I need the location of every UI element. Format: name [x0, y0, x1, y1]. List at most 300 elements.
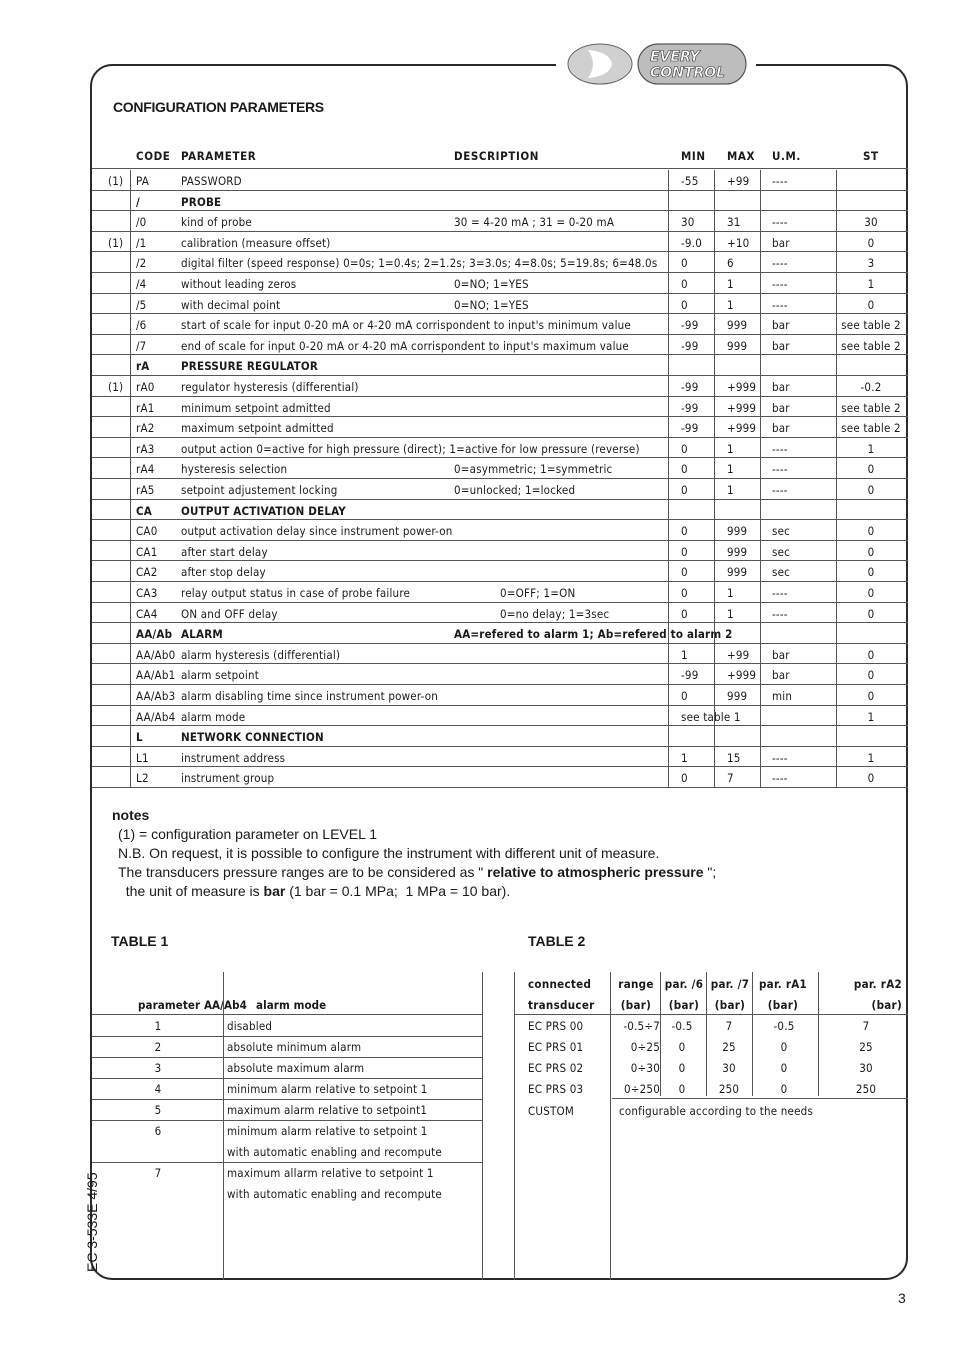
param-code: CA — [136, 503, 152, 518]
header-max: MAX — [727, 149, 756, 163]
row-rule — [92, 725, 908, 726]
transducer-value: EC PRS 03 — [528, 1082, 584, 1096]
table2-header: par. rA1 — [758, 977, 808, 991]
note-marker: (1) — [108, 235, 124, 250]
max-value: 15 — [727, 750, 741, 765]
unit-value: bar — [772, 400, 790, 415]
min-value: -99 — [681, 421, 699, 436]
transducer-value: 25 — [859, 1040, 873, 1054]
min-value: -99 — [681, 318, 699, 333]
table1-column-rule — [223, 972, 224, 1280]
max-value: 1 — [727, 297, 734, 312]
column-rule — [760, 170, 761, 788]
alarm-mode-number: 7 — [154, 1166, 162, 1180]
param-name: ALARM — [181, 627, 223, 642]
column-rule — [714, 170, 715, 788]
table2-column-rule — [514, 972, 515, 1280]
max-value: 7 — [727, 771, 734, 786]
min-value: 0 — [681, 606, 688, 621]
unit-value: ---- — [772, 606, 788, 621]
unit-value: ---- — [772, 256, 788, 271]
header-st: ST — [863, 149, 879, 163]
logo-line2: CONTROL — [650, 65, 726, 81]
standard-value: 3 — [867, 256, 875, 271]
row-rule — [92, 437, 908, 438]
param-name: minimum setpoint admitted — [181, 400, 331, 415]
standard-value: 0 — [867, 483, 875, 497]
param-name: instrument address — [181, 750, 286, 765]
standard-value: 0 — [867, 606, 875, 621]
param-name: without leading zeros — [181, 277, 297, 291]
standard-value: 0 — [867, 544, 875, 559]
table2-column-rule — [706, 972, 707, 1096]
table1-column-rule — [482, 972, 483, 1280]
max-value: 1 — [727, 586, 734, 600]
standard-value: 1 — [867, 277, 875, 291]
alarm-mode-description: absolute maximum alarm — [227, 1061, 365, 1075]
table1-header-mode: alarm mode — [256, 998, 327, 1012]
param-code: CA2 — [136, 565, 158, 580]
logo-line1: EVERY — [650, 49, 700, 65]
param-name: alarm mode — [181, 709, 246, 724]
unit-value: ---- — [772, 215, 788, 230]
unit-value: bar — [772, 338, 790, 353]
param-description: 0=OFF; 1=ON — [500, 586, 576, 600]
note-line-2: N.B. On request, it is possible to configure the instrument with different unit of measure. — [118, 845, 660, 861]
note-line-3 — [112, 863, 716, 882]
row-rule — [92, 416, 908, 417]
row-rule — [92, 375, 908, 376]
min-value: 0 — [681, 524, 688, 539]
note-emphasis-relative: relative to atmospheric pressure — [487, 864, 704, 880]
row-rule — [92, 293, 908, 294]
min-value: 0 — [681, 565, 688, 580]
row-rule — [92, 457, 908, 458]
param-name: output action 0=active for high pressure (direct); 1=active for low pressure (reverse) — [181, 441, 640, 456]
row-rule — [92, 622, 908, 623]
standard-value: 0 — [867, 668, 875, 683]
min-value: 0 — [681, 441, 688, 456]
transducer-value: 0÷250 — [624, 1082, 660, 1096]
table2-header-unit: (bar) — [668, 998, 700, 1012]
row-rule — [92, 251, 908, 252]
header-parameter: PARAMETER — [181, 149, 257, 163]
alarm-mode-description: minimum alarm relative to setpoint 1 — [227, 1124, 428, 1138]
max-value: +99 — [727, 174, 750, 188]
param-name: ON and OFF delay — [181, 606, 278, 621]
max-value: 1 — [727, 606, 734, 621]
param-description: AA=refered to alarm 1; Ab=refered to alarm 2 — [454, 627, 733, 642]
transducer-value: 0 — [678, 1082, 686, 1096]
unit-value: sec — [772, 544, 791, 559]
param-name: PRESSURE REGULATOR — [181, 359, 319, 374]
table2-header: connected — [528, 977, 592, 991]
max-value: +999 — [727, 421, 757, 436]
table2-column-rule — [610, 972, 611, 1280]
param-name: PROBE — [181, 194, 222, 209]
standard-value: -0.2 — [860, 380, 882, 394]
row-rule — [92, 313, 908, 314]
unit-value: bar — [772, 380, 790, 394]
alarm-mode-description: with automatic enabling and recompute — [227, 1145, 443, 1159]
param-code: rA — [136, 359, 150, 374]
max-value: 1 — [727, 441, 734, 456]
row-rule — [92, 272, 908, 273]
row-rule — [92, 560, 908, 561]
param-code: /4 — [136, 277, 147, 291]
param-code: CA0 — [136, 524, 158, 539]
standard-value: 0 — [867, 297, 875, 312]
standard-value: 1 — [867, 709, 875, 724]
table2-rule — [514, 1014, 908, 1015]
transducer-value: 0 — [678, 1061, 686, 1075]
max-value: +10 — [727, 235, 750, 250]
param-code: L2 — [136, 771, 149, 786]
min-value: 30 — [681, 215, 695, 230]
param-description: 30 = 4-20 mA ; 31 = 0-20 mA — [454, 215, 615, 230]
table2-header-unit: (bar) — [714, 998, 746, 1012]
transducer-value: -0.5 — [671, 1019, 693, 1033]
param-code: AA/Ab4 — [136, 709, 176, 724]
max-value: +999 — [727, 668, 757, 683]
standard-value: 0 — [867, 771, 875, 786]
column-rule — [836, 170, 837, 788]
transducer-value: 250 — [718, 1082, 740, 1096]
min-value: -9.0 — [681, 235, 702, 250]
unit-value: ---- — [772, 771, 788, 786]
unit-value: bar — [772, 647, 790, 662]
param-name: setpoint adjustement locking — [181, 483, 338, 497]
standard-value: 30 — [864, 215, 878, 230]
table1-rule — [92, 1099, 482, 1100]
min-value: 0 — [681, 297, 688, 312]
table1-rule — [92, 1014, 482, 1015]
param-name: output activation delay since instrument power-on — [181, 524, 453, 539]
table2-header: range — [618, 977, 654, 991]
row-rule — [92, 787, 908, 788]
note-marker: (1) — [108, 380, 124, 394]
table2-column-rule — [818, 972, 819, 1096]
param-code: L — [136, 730, 143, 745]
unit-value: ---- — [772, 586, 788, 600]
row-rule — [92, 746, 908, 747]
row-rule — [92, 478, 908, 479]
row-rule — [92, 519, 908, 520]
min-value: 0 — [681, 277, 688, 291]
standard-value: 0 — [867, 524, 875, 539]
min-value: 0 — [681, 462, 688, 477]
header-um: U.M. — [772, 149, 801, 163]
transducer-value: 0 — [780, 1040, 788, 1054]
max-value: 1 — [727, 462, 734, 477]
transducer-value: EC PRS 01 — [528, 1040, 584, 1054]
min-value: 0 — [681, 586, 688, 600]
standard-value: see table 2 — [841, 421, 901, 436]
transducer-value: 0 — [780, 1082, 788, 1096]
standard-value: 0 — [867, 462, 875, 477]
transducer-value: EC PRS 00 — [528, 1019, 584, 1033]
row-rule — [92, 499, 908, 500]
min-value: -99 — [681, 380, 699, 394]
row-rule — [92, 663, 908, 664]
standard-value: 1 — [867, 750, 875, 765]
param-code: AA/Ab0 — [136, 647, 176, 662]
param-code: rA2 — [136, 421, 155, 436]
min-value: 1 — [681, 750, 688, 765]
param-code: AA/Ab — [136, 627, 173, 642]
every-control-logo — [566, 40, 748, 88]
param-name: instrument group — [181, 771, 275, 786]
unit-value: ---- — [772, 441, 788, 456]
unit-value: bar — [772, 235, 790, 250]
min-value: 0 — [681, 256, 688, 271]
alarm-mode-number: 6 — [154, 1124, 162, 1138]
min-value: 0 — [681, 483, 688, 497]
row-rule — [92, 581, 908, 582]
max-value: 6 — [727, 256, 734, 271]
param-name: PASSWORD — [181, 174, 242, 188]
standard-value: 0 — [867, 689, 875, 703]
standard-value: see table 2 — [841, 338, 901, 353]
standard-value: 0 — [867, 565, 875, 580]
alarm-mode-description: absolute minimum alarm — [227, 1040, 362, 1054]
min-value: 0 — [681, 689, 688, 703]
transducer-value: -0.5 — [773, 1019, 795, 1033]
table2-column-rule — [660, 972, 661, 1096]
param-code: rA5 — [136, 483, 155, 497]
max-value: 999 — [727, 338, 748, 353]
unit-value: bar — [772, 421, 790, 436]
transducer-value: 0 — [678, 1040, 686, 1054]
row-rule — [92, 190, 908, 191]
param-name: calibration (measure offset) — [181, 235, 331, 250]
min-value: 0 — [681, 544, 688, 559]
param-name: alarm setpoint — [181, 668, 259, 683]
unit-value: ---- — [772, 750, 788, 765]
row-rule — [92, 334, 908, 335]
min-value: see table 1 — [681, 709, 741, 724]
table1-rule — [92, 1036, 482, 1037]
notes-block — [112, 806, 716, 901]
param-code: AA/Ab1 — [136, 668, 176, 683]
table2-header-unit: (bar) — [767, 998, 799, 1012]
param-code: /6 — [136, 318, 147, 333]
alarm-mode-description: with automatic enabling and recompute — [227, 1187, 443, 1201]
param-name: alarm disabling time since instrument power-on — [181, 689, 439, 703]
max-value: 999 — [727, 318, 748, 333]
unit-value: ---- — [772, 483, 788, 497]
max-value: 999 — [727, 544, 748, 559]
param-name: OUTPUT ACTIVATION DELAY — [181, 503, 346, 518]
min-value: -99 — [681, 338, 699, 353]
param-name: digital filter (speed response) 0=0s; 1=0.4s; 2=1.2s; 3=3.0s; 4=8.0s; 5=19.8s; 6=48.0s — [181, 256, 658, 271]
transducer-value: 250 — [855, 1082, 877, 1096]
param-code: PA — [136, 174, 149, 188]
transducer-value: 25 — [722, 1040, 736, 1054]
row-rule — [92, 210, 908, 211]
table1-header-param: parameter AA/Ab4 — [138, 998, 247, 1012]
unit-value: ---- — [772, 174, 788, 188]
transducer-value: 7 — [862, 1019, 870, 1033]
row-rule — [92, 684, 908, 685]
table-rule — [92, 168, 908, 169]
note-line-4-c: (1 bar = 0.1 MPa; 1 MPa = 10 bar). — [285, 883, 511, 899]
note-line-3-a: The transducers pressure ranges are to be considered as " — [118, 864, 488, 880]
param-description: 0=no delay; 1=3sec — [500, 606, 610, 621]
custom-description: configurable according to the needs — [619, 1104, 814, 1118]
row-rule — [92, 705, 908, 706]
unit-value: ---- — [772, 297, 788, 312]
param-code: CA3 — [136, 586, 158, 600]
param-code: /2 — [136, 256, 147, 271]
row-rule — [92, 231, 908, 232]
transducer-value: -0.5÷7 — [623, 1019, 660, 1033]
table1-title: TABLE 1 — [111, 933, 169, 949]
unit-value: ---- — [772, 277, 788, 291]
standard-value: 0 — [867, 647, 875, 662]
table2-header-unit: transducer — [528, 998, 595, 1012]
unit-value: bar — [772, 318, 790, 333]
row-rule — [92, 396, 908, 397]
transducer-value: 0 — [780, 1061, 788, 1075]
row-rule — [92, 540, 908, 541]
header-description: DESCRIPTION — [454, 149, 540, 163]
param-description: 0=NO; 1=YES — [454, 297, 529, 312]
table1-rule — [92, 1078, 482, 1079]
note-line-1: (1) = configuration parameter on LEVEL 1 — [118, 826, 378, 842]
table1-rule — [92, 1120, 482, 1121]
standard-value: 0 — [867, 235, 875, 250]
standard-value: 1 — [867, 441, 875, 456]
table2-rule — [612, 1098, 908, 1099]
table2-header: par. /7 — [710, 977, 750, 991]
param-name: start of scale for input 0-20 mA or 4-20 mA corrispondent to input's minimum value — [181, 318, 631, 333]
max-value: 31 — [727, 215, 741, 230]
param-code: rA3 — [136, 441, 155, 456]
table2-header: par. rA2 — [853, 977, 902, 991]
alarm-mode-number: 4 — [154, 1082, 162, 1096]
alarm-mode-description: maximum allarm relative to setpoint 1 — [227, 1166, 434, 1180]
table2-title: TABLE 2 — [528, 933, 586, 949]
page-number: 3 — [898, 1290, 906, 1306]
param-name: alarm hysteresis (differential) — [181, 647, 341, 662]
alarm-mode-number: 3 — [154, 1061, 162, 1075]
table2-header-unit: (bar) — [620, 998, 652, 1012]
note-line-4-a: the unit of measure is — [118, 883, 264, 899]
param-name: hysteresis selection — [181, 462, 288, 477]
param-code: rA1 — [136, 400, 155, 415]
param-name: with decimal point — [181, 297, 281, 312]
unit-value: min — [772, 689, 793, 703]
param-code: /5 — [136, 297, 147, 312]
table1-rule — [92, 1057, 482, 1058]
max-value: +999 — [727, 380, 757, 394]
param-name: maximum setpoint admitted — [181, 421, 334, 436]
note-line-4 — [112, 882, 716, 901]
param-code: /0 — [136, 215, 147, 230]
min-value: 0 — [681, 771, 688, 786]
param-name: after stop delay — [181, 565, 266, 580]
max-value: +999 — [727, 400, 757, 415]
param-code: CA4 — [136, 606, 158, 621]
transducer-value: 0÷30 — [630, 1061, 660, 1075]
max-value: 999 — [727, 565, 748, 580]
max-value: +99 — [727, 647, 750, 662]
page-title: CONFIGURATION PARAMETERS — [113, 99, 324, 115]
table2-header: par. /6 — [664, 977, 704, 991]
param-code: rA4 — [136, 462, 155, 477]
param-code: /7 — [136, 338, 147, 353]
column-rule — [130, 170, 131, 788]
transducer-value: 30 — [722, 1061, 736, 1075]
min-value: -99 — [681, 668, 699, 683]
param-name: kind of probe — [181, 215, 252, 230]
column-rule — [668, 170, 669, 788]
alarm-mode-description: maximum alarm relative to setpoint1 — [227, 1103, 428, 1117]
min-value: -99 — [681, 400, 699, 415]
param-code: AA/Ab3 — [136, 689, 176, 703]
alarm-mode-number: 2 — [154, 1040, 162, 1054]
note-line-3-c: "; — [703, 864, 717, 880]
param-name: after start delay — [181, 544, 268, 559]
param-code: /1 — [136, 235, 147, 250]
param-name: regulator hysteresis (differential) — [181, 380, 359, 394]
param-name: relay output status in case of probe failure — [181, 586, 411, 600]
alarm-mode-number: 5 — [154, 1103, 162, 1117]
transducer-value: 30 — [859, 1061, 873, 1075]
param-description: 0=unlocked; 1=locked — [454, 483, 576, 497]
row-rule — [92, 643, 908, 644]
standard-value: see table 2 — [841, 318, 901, 333]
param-code: CA1 — [136, 544, 158, 559]
unit-value: ---- — [772, 462, 788, 477]
alarm-mode-description: minimum alarm relative to setpoint 1 — [227, 1082, 428, 1096]
unit-value: sec — [772, 565, 791, 580]
row-rule — [92, 354, 908, 355]
param-name: end of scale for input 0-20 mA or 4-20 mA corrispondent to input's maximum value — [181, 338, 630, 353]
table1-rule — [92, 1162, 482, 1163]
param-name: NETWORK CONNECTION — [181, 730, 324, 745]
max-value: 999 — [727, 524, 748, 539]
param-description: 0=asymmetric; 1=symmetric — [454, 462, 613, 477]
unit-value: sec — [772, 524, 791, 539]
max-value: 1 — [727, 483, 734, 497]
header-code: CODE — [136, 149, 171, 163]
transducer-value: 7 — [725, 1019, 733, 1033]
param-code: rA0 — [136, 380, 155, 394]
param-description: 0=NO; 1=YES — [454, 277, 529, 291]
param-code: / — [136, 194, 140, 209]
note-emphasis-bar: bar — [263, 883, 286, 899]
max-value: 999 — [727, 689, 748, 703]
document-code: EC 3-533E 4/95 — [84, 1172, 100, 1272]
transducer-value: EC PRS 02 — [528, 1061, 584, 1075]
transducer-value: 0÷25 — [630, 1040, 660, 1054]
min-value: -55 — [681, 174, 699, 188]
unit-value: bar — [772, 668, 790, 683]
notes-heading: notes — [112, 807, 150, 823]
min-value: 1 — [681, 647, 688, 662]
table2-column-rule — [752, 972, 753, 1096]
standard-value: see table 2 — [841, 400, 901, 415]
alarm-mode-number: 1 — [154, 1019, 162, 1033]
param-code: L1 — [136, 750, 149, 765]
max-value: 1 — [727, 277, 734, 291]
custom-label: CUSTOM — [528, 1104, 574, 1118]
header-min: MIN — [681, 149, 706, 163]
note-marker: (1) — [108, 174, 124, 188]
table2-header-unit: (bar) — [871, 998, 902, 1012]
